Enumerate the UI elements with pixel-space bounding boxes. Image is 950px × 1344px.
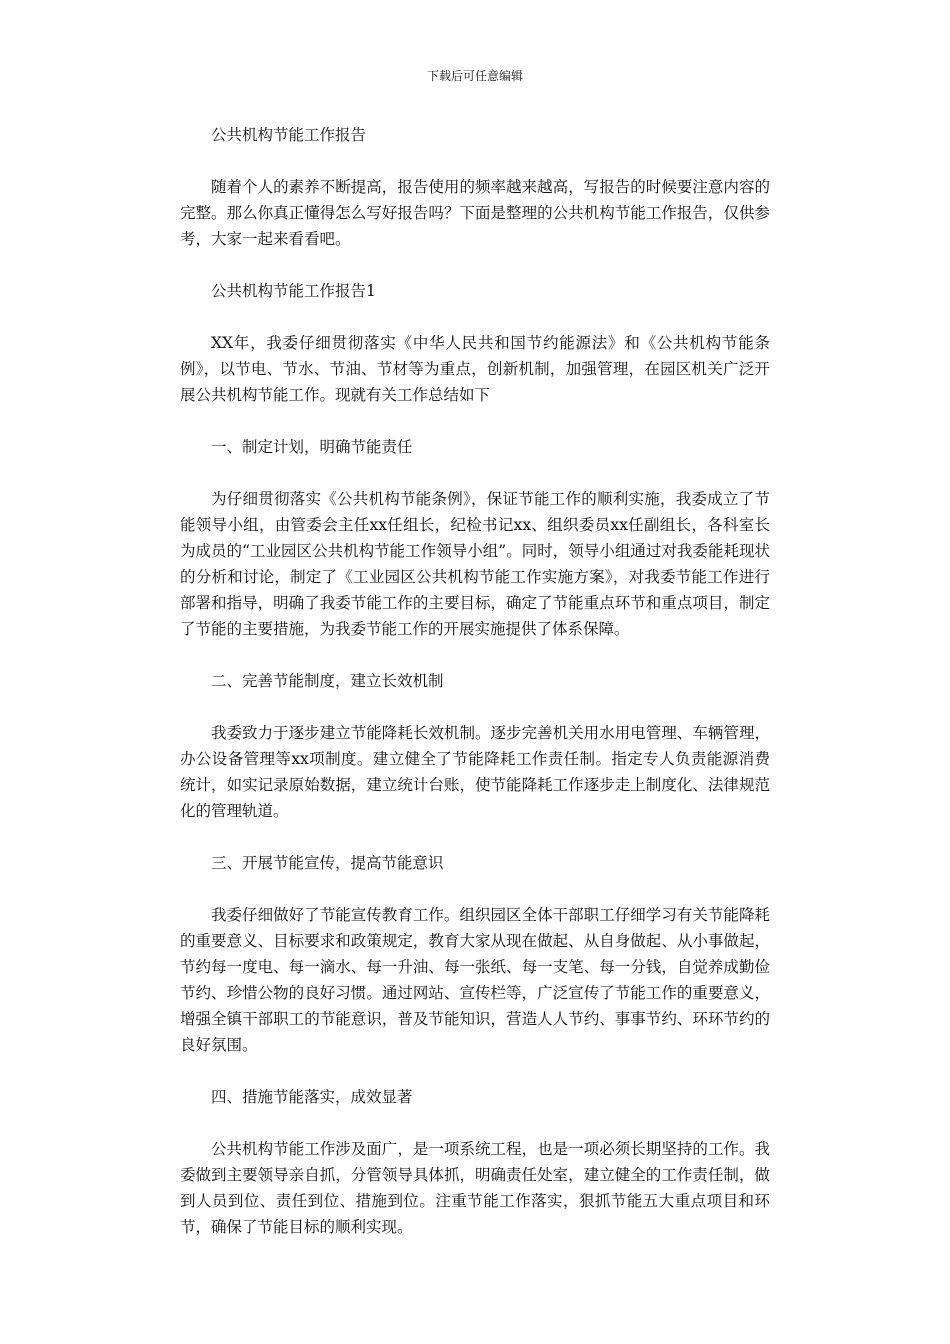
intro-paragraph: 随着个人的素养不断提高，报告使用的频率越来越高，写报告的时候要注意内容的完整。那么你真正懂得怎么写好报告吗？下面是整理的公共机构节能工作报告，仅供参考，大家一起来看看吧。 bbox=[180, 178, 770, 248]
section-heading: 三、开展节能宣传，提高节能意识 bbox=[211, 854, 444, 872]
section-paragraph: 我委仔细做好了节能宣传教育工作。组织园区全体干部职工仔细学习有关节能降耗的重要意义、目标要求和政策规定，教育大家从现在做起、从自身做起、从小事做起，节约每一度电、每一滴水、每一升油、每一张纸、每一支笔、每一分钱，自觉养成勤俭节约、珍惜公物的良好习惯。通过网站、宣传栏等，广泛宣传了节能工作的重要意义，增强全镇干部职工的节能意识，普及节能知识，营造人人节约、事事节约、环环节约的良好氛围。 bbox=[180, 906, 770, 1054]
section-paragraph: 公共机构节能工作涉及面广，是一项系统工程，也是一项必须长期坚持的工作。我委做到主要领导亲自抓，分管领导具体抓，明确责任处室，建立健全的工作责任制，做到人员到位、责任到位、措施到位。注重节能工作落实，狠抓节能五大重点项目和环节，确保了节能目标的顺利实现。 bbox=[180, 1140, 770, 1236]
section-heading: 二、完善节能制度，建立长效机制 bbox=[211, 672, 444, 690]
document-body bbox=[180, 122, 770, 1266]
page-header-note: 下载后可任意编辑 bbox=[426, 69, 523, 83]
section-heading: 四、措施节能落实，成效显著 bbox=[211, 1088, 413, 1106]
opening-paragraph: XX年，我委仔细贯彻落实《中华人民共和国节约能源法》和《公共机构节能条例》，以节电、节水、节油、节材等为重点，创新机制，加强管理，在园区机关广泛开展公共机构节能工作。现就有关工作总结如下 bbox=[180, 334, 770, 404]
document-title: 公共机构节能工作报告 bbox=[211, 126, 367, 144]
section-paragraph: 我委致力于逐步建立节能降耗长效机制。逐步完善机关用水用电管理、车辆管理，办公设备管理等xx项制度。建立健全了节能降耗工作责任制。指定专人负责能源消费统计，如实记录原始数据，建立统计台账，使节能降耗工作逐步走上制度化、法律规范化的管理轨道。 bbox=[180, 724, 770, 820]
report-subtitle: 公共机构节能工作报告1 bbox=[211, 282, 376, 300]
section-heading: 一、制定计划，明确节能责任 bbox=[211, 438, 413, 456]
section-paragraph: 为仔细贯彻落实《公共机构节能条例》，保证节能工作的顺利实施，我委成立了节能领导小组，由管委会主任xx任组长，纪检书记xx、组织委员xx任副组长，各科室长为成员的“工业园区公共机构节能工作领导小组”。同时，领导小组通过对我委能耗现状的分析和讨论，制定了《工业园区公共机构节能工作实施方案》，对我委节能工作进行部署和指导，明确了我委节能工作的主要目标，确定了节能重点环节和重点项目，制定了节能的主要措施，为我委节能工作的开展实施提供了体系保障。 bbox=[180, 490, 770, 638]
